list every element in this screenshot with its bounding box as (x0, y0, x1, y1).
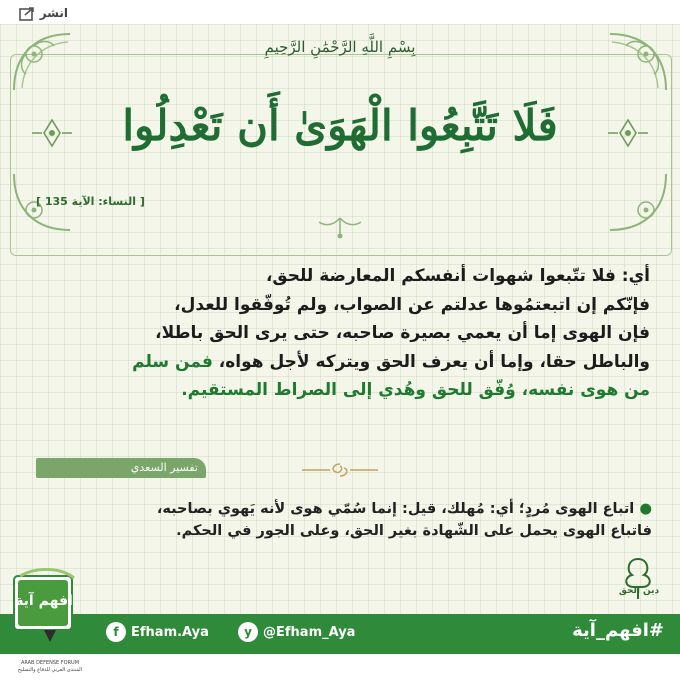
footer-strip (0, 654, 680, 680)
basmala: بِسْمِ اللَّهِ الرَّحْمَٰنِ الرَّحِيمِ (264, 38, 416, 56)
source-label: تفسير السعدي (130, 461, 198, 474)
hashtag[interactable]: #افهم_آية (572, 620, 664, 641)
ornament-divider-icon (300, 462, 380, 478)
benefit-line (40, 498, 652, 520)
tafsir-line: أي: فلا تتّبعوا شهوات أنفسكم المعارضة للحق، (265, 266, 650, 286)
tafsir-highlight: فمن سلم (132, 351, 213, 372)
corner-ornament-bottom-right-icon (584, 148, 670, 234)
verse-ornament-right-icon (606, 116, 650, 150)
benefit-line-1: اتباع الهوى مُردٍ؛ أي: مُهلك، قيل: إنما سُمّي هوى لأنه يَهوي بصاحبه، (156, 501, 635, 517)
twitter-link[interactable] (238, 622, 355, 642)
benefit-line-2: فاتباع الهوى يحمل على الشّهادة بغير الحق، وعلى الجور في الحكم. (176, 523, 652, 539)
share-button[interactable] (8, 3, 68, 23)
bullet-icon: ● (639, 501, 652, 517)
floral-divider-icon (315, 212, 365, 242)
top-bar (0, 0, 680, 24)
verse-ornament-left-icon (30, 116, 74, 150)
benefit-text (40, 498, 652, 542)
efham-aya-logo-text: افهم آية (15, 593, 73, 609)
twitter-handle: @Efham_Aya (263, 624, 356, 640)
corner-ornament-bottom-left-icon (10, 148, 96, 234)
tafsir-highlight-line: من هوى نفسه، وُفّق للحق وهُدي إلى الصراط المستقيم. (181, 380, 650, 400)
efham-aya-logo-icon (8, 568, 92, 652)
forum-caption-ar: المنتدى العربي للدفاع والتسليح (17, 667, 83, 673)
share-label: انشر (39, 6, 68, 20)
facebook-icon: f (106, 622, 126, 642)
tafsir-text (30, 262, 650, 405)
verse-reference: [ النساء: الآية 135 ] (36, 195, 145, 208)
tafsir-text-fragment: والباطل حقا، وإما أن يعرف الحق ويتركه لأجل هواه، (218, 351, 650, 372)
facebook-handle: Efham.Aya (131, 624, 209, 640)
quran-verse: فَلَا تَتَّبِعُوا الْهَوَىٰ أَن تَعْدِلُوا (122, 101, 558, 150)
facebook-link[interactable] (106, 622, 209, 642)
tafsir-line: فإن الهوى إما أن يعمي بصيرة صاحبه، حتى يرى الحق باطلا، (155, 323, 650, 343)
share-icon (19, 5, 37, 21)
forum-caption-en: ARAB DEFENSE FORUM (20, 660, 80, 666)
deen-al-haq-logo-icon (608, 555, 668, 605)
twitter-icon: y (238, 622, 258, 642)
deen-al-haq-logo-text: دين الحق (618, 586, 660, 596)
tafsir-line: فإنّكم إن اتبعتمُوها عدلتم عن الصواب، ولم تُوفّقوا للعدل، (174, 294, 650, 315)
tafsir-line (30, 348, 650, 377)
